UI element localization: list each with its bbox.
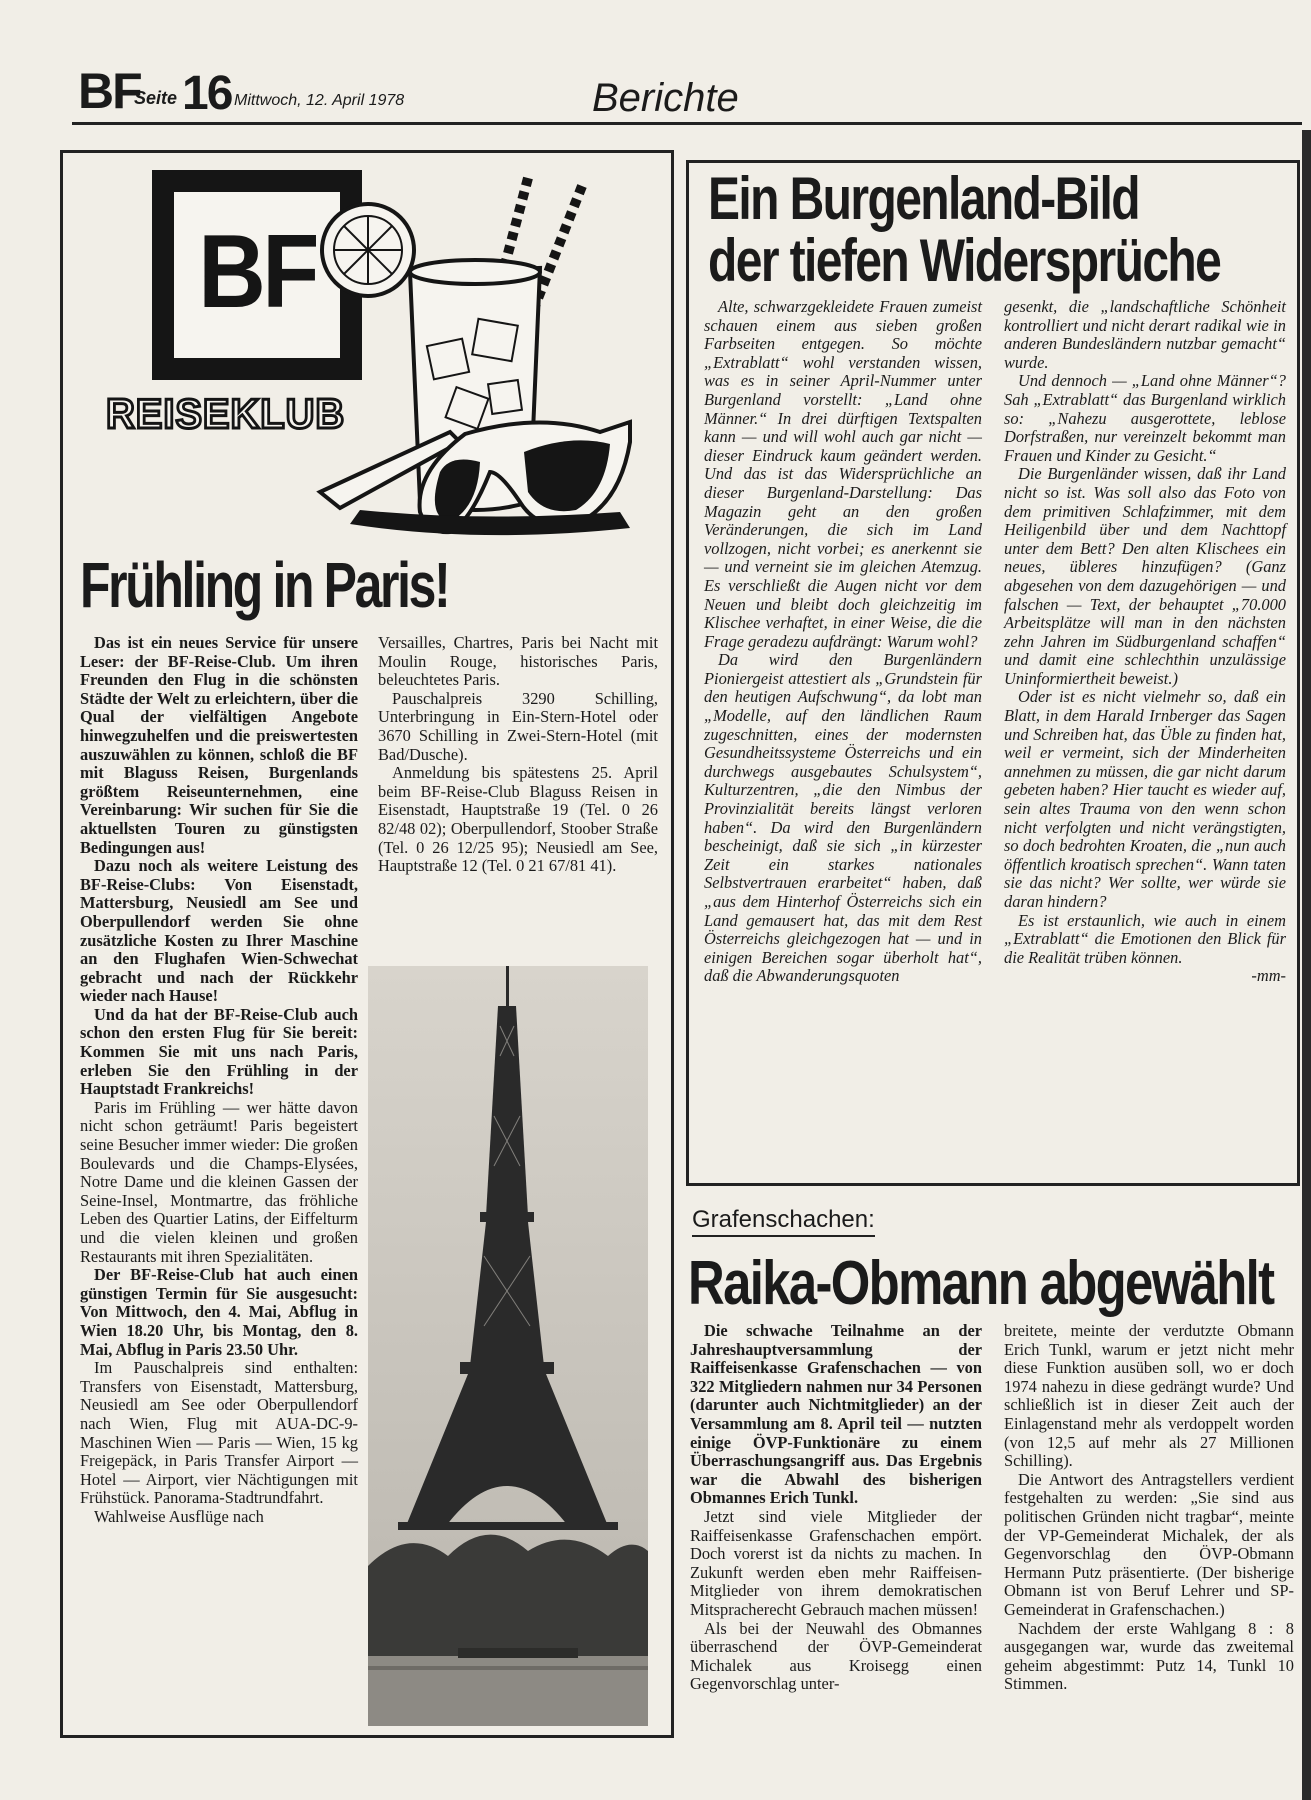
paragraph: Paris im Frühling — wer hätte davon nicht schon geträumt! Paris begeistert seine Besucher immer wieder: Die großen Boulevards und die Champs-Elysées, Notre Dame und die kleinen Gassen der Seine-Insel, Montmartre, das fröhliche Leben des Quartier Latins, der Eiffelturm und die vielen kleinen und großen Restaurants mit ihren Spezialitäten. — [80, 1097, 358, 1266]
header-rule — [72, 122, 1302, 125]
raika-column-1 — [690, 1322, 982, 1694]
paragraph: Es ist erstaunlich, wie auch in einem „Extrablatt“ die Emotionen den Blick für die Realität trüben können. — [1004, 910, 1286, 967]
paragraph: Der BF-Reise-Club hat auch einen günstigen Termin für Sie ausgesucht: Von Mittwoch, den 4. Mai, Abflug in Wien 18.20 Uhr, bis Montag, den 8. Mai, Abflug in Paris 23.50 Uhr. — [80, 1265, 358, 1359]
paragraph: Die Antwort des Antragstellers verdient festgehalten zu werden: „Sie sind aus politischen Gründen nicht tragbar“, meinte der VP-Gemeinderat Michalek, der als Gegenvorschlag den ÖVP-Obmann Hermann Putz präsentierte. (Der bisherige Obmann ist von Beruf Lehrer und SP-Gemeinderat in Grafenschachen.) — [1004, 1469, 1294, 1619]
paragraph: Nachdem der erste Wahlgang 8 : 8 ausgegangen war, wurde das zweitemal geheim abgestimmt: Putz 14, Tunkl 10 Stimmen. — [1004, 1618, 1294, 1694]
paragraph: Und da hat der BF-Reise-Club auch schon den ersten Flug für Sie bereit: Kommen Sie mit uns nach Paris, erleben Sie den Frühling in der Hauptstadt Frankreichs! — [80, 1004, 358, 1099]
paragraph: Oder ist es nicht vielmehr so, daß ein Blatt, in dem Harald Irnberger das Sagen und Schreiben hat, das Üble zu finden hat, weil er vermeint, sich der Minderheiten annehmen zu müssen, die gar nicht darum gebeten haben? Hier taucht es wieder auf, sein altes Trauma von den wenn schon nicht verfolgten und nicht verängstigten, so doch bedrohten Kroaten, die „nun auch öffentlich kroatisch sprechen“. Wann taten sie das nicht? Wer sollte, wer würde sie daran hindern? — [1004, 687, 1286, 911]
paragraph: Anmeldung bis spätestens 25. April beim BF-Reise-Club Blaguss Reisen in Eisenstadt, Hauptstraße 19 (Tel. 0 26 82/48 02); Oberpullendorf, Stoober Straße (Tel. 0 26 12/25 95); Neusiedl am See, Hauptstraße 12 (Tel. 0 21 67/81 41). — [378, 763, 658, 876]
header-page-label: Seite — [134, 88, 178, 108]
paragraph: Im Pauschalpreis sind enthalten: Transfers von Eisenstadt, Mattersburg, Neusiedl am See oder Oberpullendorf nach Wien, Flug mit AUA-DC-9-Maschinen Wien — Paris — Wien, 15 kg Freigepäck, in Paris Transfer Airport — Hotel — Airport, vier Nächtigungen mit Frühstück. Panorama-Stadtrundfahrt. — [80, 1358, 358, 1508]
raika-headline: Raika-Obmann abgewählt — [688, 1249, 1274, 1318]
paragraph: Alte, schwarzgekleidete Frauen zumeist schauen einem aus sieben großen Farbseiten entgegen. So möchte „Extrablatt“ wohl verstanden wissen, was es in seiner April-Nummer unter Burgenland vorstellt: „Land ohne Männer.“ In drei dürftigen Textspalten kann — und will wohl auch gar nicht — dieser Eindruck kaum geändert werden. Und das ist das Widersprüchliche an dieser Burgenland-Darstellung: Das Magazin geht an den großen Veränderungen, die sich im Land vollzogen, nicht vorbei; es anerkennt sie — und verneint sie im gleichen Atemzug. Es verschließt die Augen nicht vor dem Neuen und bleibt doch gleichzeitig im Klischee verhaftet, in einer Weise, die die Frage geradezu aufdrängt: Warum wohl? — [704, 297, 982, 651]
page-edge — [1302, 130, 1311, 1800]
raika-kicker: Grafenschachen: — [692, 1206, 875, 1237]
paragraph: Und dennoch — „Land ohne Männer“? Sah „Extrablatt“ das Burgenland wirklich so: „Nahezu ausgerottete, leblose Dorfstraßen, nur vereinzelt bekommt man Frauen und Kinder zu Gesicht.“ — [1004, 371, 1286, 465]
paragraph: Als bei der Neuwahl des Obmannes überraschend der ÖVP-Gemeinderat Michalek aus Kroisegg einen Gegenvorschlag unter- — [690, 1618, 982, 1694]
paris-column-2 — [378, 634, 658, 876]
paris-headline: Frühling in Paris! — [80, 549, 449, 621]
header-logo: BF — [78, 63, 141, 119]
header-section: Berichte — [592, 76, 739, 120]
burgenland-signature: -mm- — [1251, 966, 1286, 986]
paragraph: Dazu noch als weitere Leistung des BF-Reise-Clubs: Von Eisenstadt, Mattersburg, Neusiedl am See und Oberpullendorf werden Sie ohne zusätzliche Kosten zu Ihrer Maschine an den Flughafen Wien-Schwechat gebracht und nach der Rückkehr wieder nach Hause! — [80, 856, 358, 1006]
paragraph: Wahlweise Ausflüge nach — [94, 1506, 264, 1526]
paragraph: Jetzt sind viele Mitglieder der Raiffeisenkasse Grafenschachen empört. Doch vorerst ist da nichts zu machen. In Zukunft werden eben mehr Raiffeisen-Mitglieder von ihrem demokratischen Mitspracherecht Gebrauch machen müssen! — [690, 1506, 982, 1619]
cocktail-sunglasses-illustration — [300, 172, 640, 542]
paragraph: Das ist ein neues Service für unsere Leser: der BF-Reise-Club. Um ihren Freunden den Flug in die schönsten Städte der Welt zu erleichtern, über die Qual der vielfältigen Angebote hinwegzuhelfen und die preiswertesten auszuwählen zu können, schloß die BF mit Blaguss Reisen, Burgenlands größtem Reiseunternehmen, eine Vereinbarung: Wir suchen für Sie die aktuellsten Touren zu günstigsten Bedingungen aus! — [80, 633, 358, 857]
reiseklub-wordmark: REISEKLUB — [106, 390, 346, 437]
reiseklub-logo-letters: BF — [198, 214, 316, 330]
burgenland-headline — [708, 165, 1221, 294]
paris-column-1 — [80, 634, 358, 1527]
raika-column-2 — [1004, 1322, 1294, 1694]
burgenland-column-1 — [704, 298, 982, 986]
paragraph: Da wird den Burgenländern Pioniergeist attestiert als „Grundstein für den heutigen Aufschwung“, da lobt man „Modelle, auf den ländlichen Raum zugeschnitten, eines der modernsten Gesundheitssysteme Österreichs und ein durchwegs ausgebautes Schulsystem“, Kulturzentren, „die den Nimbus der Provinzialität bereits längst verloren haben“. Da wird den Burgenländern bescheinigt, daß sie sich „in kürzester Zeit ein starkes nationales Selbstvertrauen erarbeitet“ haben, daß „aus dem Hinterhof Österreichs sich ein Land gemausert hat, das mit dem Rest Österreichs gleichgezogen hat — und in einigen Bereichen sogar überholt hat“, daß die Abwanderungsquoten — [704, 650, 982, 986]
header-date: Mittwoch, 12. April 1978 — [234, 92, 405, 109]
paragraph: breitete, meinte der verdutzte Obmann Erich Tunkl, warum er jetzt nicht mehr diese Funktion ausüben soll, wo er doch 1974 nahezu in diese gedrängt wurde? Und schließlich ist in dieser Zeit auch der Einlagenstand mehr als verdoppelt worden (von 12,5 auf mehr als 27 Millionen Schilling). — [1004, 1321, 1294, 1471]
burgenland-headline-line1: Ein Burgenland-Bild — [708, 165, 1139, 232]
burgenland-headline-line2: der tiefen Widersprüche — [708, 227, 1221, 294]
paragraph: gesenkt, die „landschaftliche Schönheit kontrolliert und nicht derart radikal wie in anderen Bundesländern nutzbar gemacht“ wurde. — [1004, 297, 1286, 372]
paragraph: Versailles, Chartres, Paris bei Nacht mit Moulin Rouge, historisches Paris, beleuchtetes Paris. — [378, 633, 658, 690]
header-page-number: 16 — [182, 67, 232, 120]
burgenland-column-2 — [1004, 298, 1286, 986]
paragraph: Die schwache Teilnahme an der Jahreshauptversammlung der Raiffeisenkasse Grafenschachen — von 322 Mitgliedern nahmen nur 34 Personen (darunter auch Nichtmitglieder) an der Versammlung am 8. April teil — nutzten einige ÖVP-Funktionäre zu einem Überraschungsangriff aus. Das Ergebnis war die Abwahl des bisherigen Obmannes Erich Tunkl. — [690, 1321, 982, 1508]
paragraph: Pauschalpreis 3290 Schilling, Unterbringung in Ein-Stern-Hotel oder 3670 Schilling in Zwei-Stern-Hotel (mit Bad/Dusche). — [378, 688, 658, 764]
eiffel-tower-photo — [368, 966, 648, 1726]
paragraph: Die Burgenländer wissen, daß ihr Land nicht so ist. Was soll also das Foto von dem primitiven Schlafzimmer, mit dem Heiligenbild über und dem Nachttopf unter dem Bett? Den alten Klischees ein neues, übleres hinzufügen? (Ganz abgesehen von dem dazugehörigen — und falschen — Text, der behauptet „70.000 Arbeitsplätze will man in den nächsten zehn Jahren im Südburgenland schaffen“ und damit eine schlechthin unzulässige Uninformiertheit beweist.) — [1004, 464, 1286, 688]
